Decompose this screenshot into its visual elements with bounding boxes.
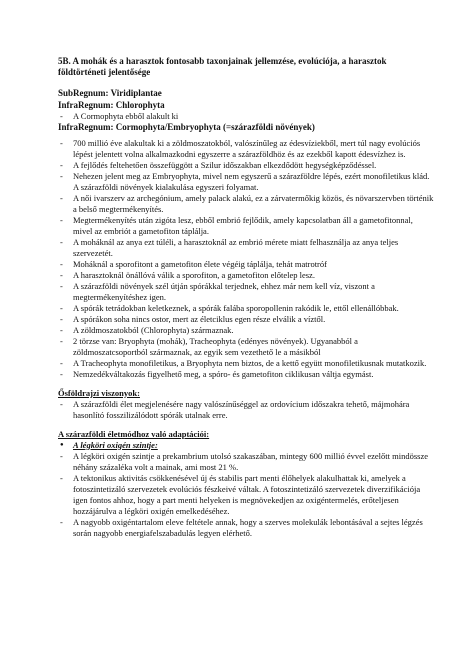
list-item: - A harasztoknál önállóvá válik a sporofiton, a gametofiton előtelep lesz. — [58, 270, 434, 281]
list-item: - A Tracheophyta monofiletikus, a Bryophyta nem biztos, de a kettő együtt monofiletikusnak mutatkozik. — [58, 358, 434, 369]
adaptacio-heading: A szárazföldi életmódhoz való adaptációi: — [58, 428, 210, 439]
list-item: - Nehezen jelent meg az Embryophyta, mivel nem egyszerű a szárazföldre lépés, ezért monofiletikus klád. A szárazföldi növények kialakulása egyszeri folyamat. — [58, 171, 434, 193]
document-title: 5B. A mohák és a harasztok fontosabb taxonjainak jellemzése, evolúciója, a harasztok földtörténeti jelentősége — [58, 56, 387, 77]
list-item: - A nagyobb oxigéntartalom eleve feltétele annak, hogy a szerves molekulák lebontásával a sejtes légzés során nagyobb energiafelszabadulás legyen elérhető. — [58, 517, 434, 539]
oxigen-list — [58, 451, 434, 539]
list-item: - 700 millió éve alakultak ki a zöldmoszatokból, valószínűleg az édesvíziekből, mert túl nagy evolúciós lépést jelentett volna alkalmazkodni egyszerre a szárazföldhöz és az ezekből kapott édesvízhez is. — [58, 138, 434, 160]
list-item: - A spórák tetrádokban keletkeznek, a spórák falába sporopollenin rakódik le, ettől ellenállóbbak. — [58, 303, 434, 314]
list-item: - A Cormophyta ebből alakult ki — [58, 111, 434, 122]
subregnum-heading: SubRegnum: Viridiplantae — [58, 88, 162, 98]
list-item: - Moháknál a sporofitont a gametofiton élete végéig táplálja, tehát matrotróf — [58, 259, 434, 270]
adaptacio-list — [58, 440, 434, 451]
list-item: - A fejlődés feltehetően összefüggött a Szilur időszakban elkezdődött hegységképződéssel. — [58, 160, 434, 171]
list-item: - A moháknál az anya ezt túléli, a harasztoknál az embrió mérete miatt felhasználja az anya teljes szervezetét. — [58, 237, 434, 259]
list-item: - A légköri oxigén szintje a prekambrium utolsó szakaszában, mintegy 600 millió évvel ezelőtt mindössze néhány százaléka volt a mainak, ami most 21 %. — [58, 451, 434, 473]
list-item: - A szárazföldi növények szél útján spórákkal terjednek, ehhez már nem kell víz, viszont a megtermékenyítéshez igen. — [58, 281, 434, 303]
oxigen-label: A légköri oxigén szintje: — [73, 439, 158, 450]
cormophyta-characteristics-list — [58, 138, 434, 380]
list-item: - Nemzedékváltakozás figyelhető meg, a spóro- és gametofiton ciklikusan váltja egymást. — [58, 369, 434, 380]
list-item: - A zöldmoszatokból (Chlorophyta) származnak. — [58, 325, 434, 336]
list-item: - A szárazföldi élet megjelenésére nagy valószínűséggel az ordovícium időszakra tehető, májmohára hasonlító fosszilizálódott spórák utalnak erre. — [58, 399, 434, 421]
osfoldrajz-heading: Ősföldrajzi viszonyok: — [58, 387, 140, 398]
oxigen-subheading — [58, 440, 434, 451]
list-item: - A női ivarszerv az archegónium, amely palack alakú, ez a zárvatermőkig közös, és növarszervben történik a belső megtermékenyítés. — [58, 193, 434, 215]
infraregnum-cormophyta-heading: InfraRegnum: Cormophyta/Embryophyta (=szárazföldi növények) — [58, 122, 315, 132]
list-item: - A tektonikus aktivitás csökkenésével új és stabilis part menti élőhelyek alakulhattak ki, amelyek a fotoszintetizáló szervezetek evolúciós fészkeivé váltak. A fotoszintetizáló szervezetek diverzifikációja igen fontos ahhoz, hogy a part menti helyeken is megnövekedjen az oxigéntermelés, erőteljesen hozzájárulva a légköri oxigén emelkedéséhez. — [58, 473, 434, 517]
list-item: - A spórákon soha nincs ostor, mert az életciklus egen része elválik a víztől. — [58, 314, 434, 325]
osfoldrajz-list — [58, 399, 434, 421]
chlorophyta-list — [58, 111, 434, 122]
infraregnum-chlorophyta-heading: InfraRegnum: Chlorophyta — [58, 99, 165, 110]
list-item: - 2 törzse van: Bryophyta (mohák), Tracheophyta (edényes növények). Ugyanabból a zöldmoszatcsoportból származnak, az egyik sem vezethető le a másikból — [58, 336, 434, 358]
list-item: - Megtermékenyítés után zigóta lesz, ebből embrió fejlődik, amely kapcsolatban áll a gametofitonnal, mivel az embriót a gametofiton táplálja. — [58, 215, 434, 237]
